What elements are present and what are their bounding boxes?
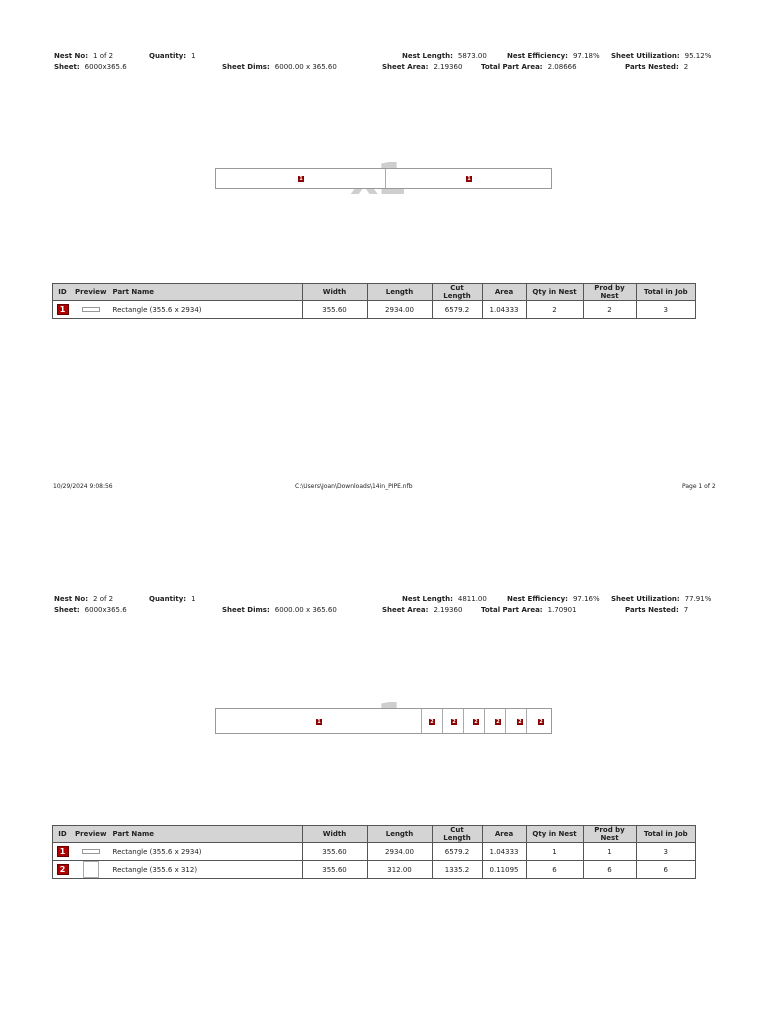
col-area: Area — [482, 284, 526, 301]
part-marker: 2 — [452, 719, 456, 725]
col-width: Width — [302, 284, 367, 301]
sheet-area: Sheet Area: 2.19360 — [382, 606, 463, 614]
part-prod-by-nest: 2 — [583, 301, 636, 319]
part-cut-length: 1335.2 — [432, 861, 482, 879]
part-cut-length: 6579.2 — [432, 843, 482, 861]
parts-table — [52, 825, 696, 879]
table-header-row — [53, 284, 696, 301]
part-divider — [463, 709, 464, 733]
col-length: Length — [367, 826, 432, 843]
nest-no: Nest No: 2 of 2 — [54, 595, 114, 603]
part-area: 1.04333 — [482, 843, 526, 861]
part-width: 355.60 — [302, 301, 367, 319]
part-prod-by-nest: 1 — [583, 843, 636, 861]
col-preview: Preview — [72, 284, 110, 301]
nest-no: Nest No: 1 of 2 — [54, 52, 114, 60]
part-id-badge: 2 — [57, 864, 69, 875]
sheet-dims: Sheet Dims: 6000.00 x 365.60 — [222, 63, 337, 71]
table-row — [53, 843, 696, 861]
part-marker: 1 — [317, 719, 321, 725]
part-divider — [505, 709, 506, 733]
parts-nested: Parts Nested: 7 — [625, 606, 689, 614]
sheet: Sheet: 6000x365.6 — [54, 606, 127, 614]
part-divider — [484, 709, 485, 733]
part-width: 355.60 — [302, 843, 367, 861]
nest-efficiency: Nest Efficiency: 97.18% — [507, 52, 600, 60]
part-marker: 1 — [299, 176, 303, 182]
col-id: ID — [53, 284, 73, 301]
part-divider — [385, 169, 386, 188]
part-qty-in-nest: 6 — [526, 861, 583, 879]
col-preview: Preview — [72, 826, 110, 843]
col-total-in-job: Total in Job — [636, 826, 695, 843]
quantity: Quantity: 1 — [149, 595, 196, 603]
nest-length: Nest Length: 5873.00 — [402, 52, 487, 60]
footer-page-number: Page 1 of 2 — [682, 483, 716, 490]
part-preview-thumbnail — [82, 307, 100, 312]
col-cut-length: Cut Length — [432, 826, 482, 843]
part-divider — [442, 709, 443, 733]
col-width: Width — [302, 826, 367, 843]
col-id: ID — [53, 826, 73, 843]
part-marker: 2 — [496, 719, 500, 725]
part-length: 312.00 — [367, 861, 432, 879]
nest-efficiency: Nest Efficiency: 97.16% — [507, 595, 600, 603]
col-length: Length — [367, 284, 432, 301]
col-part-name: Part Name — [110, 284, 303, 301]
total-part-area: Total Part Area: 2.08666 — [481, 63, 577, 71]
sheet: Sheet: 6000x365.6 — [54, 63, 127, 71]
table-header-row — [53, 826, 696, 843]
part-id-badge: 1 — [57, 846, 69, 857]
sheet-area: Sheet Area: 2.19360 — [382, 63, 463, 71]
table-row — [53, 861, 696, 879]
part-length: 2934.00 — [367, 301, 432, 319]
part-name: Rectangle (355.6 x 2934) — [110, 843, 303, 861]
col-qty-in-nest: Qty in Nest — [526, 826, 583, 843]
part-marker: 2 — [539, 719, 543, 725]
nest-length: Nest Length: 4811.00 — [402, 595, 487, 603]
part-marker: 2 — [474, 719, 478, 725]
nest-sheet-layout — [215, 708, 552, 734]
table-row — [53, 301, 696, 319]
quantity: Quantity: 1 — [149, 52, 196, 60]
part-marker: 1 — [467, 176, 471, 182]
footer-file-path: C:\Users\Joan\Downloads\14in_PIPE.nfb — [295, 483, 413, 490]
parts-table — [52, 283, 696, 319]
col-prod-by-nest: Prod by Nest — [583, 284, 636, 301]
footer-date: 10/29/2024 9:08:56 — [53, 483, 113, 490]
col-total-in-job: Total in Job — [636, 284, 695, 301]
part-divider — [421, 709, 422, 733]
part-total-in-job: 3 — [636, 843, 695, 861]
part-id-badge: 1 — [57, 304, 69, 315]
part-marker: 2 — [430, 719, 434, 725]
col-area: Area — [482, 826, 526, 843]
part-width: 355.60 — [302, 861, 367, 879]
part-qty-in-nest: 1 — [526, 843, 583, 861]
part-area: 1.04333 — [482, 301, 526, 319]
part-total-in-job: 6 — [636, 861, 695, 879]
sheet-utilization: Sheet Utilization: 95.12% — [611, 52, 712, 60]
nest-sheet-layout — [215, 168, 552, 189]
part-marker: 2 — [518, 719, 522, 725]
sheet-dims: Sheet Dims: 6000.00 x 365.60 — [222, 606, 337, 614]
col-cut-length: Cut Length — [432, 284, 482, 301]
part-total-in-job: 3 — [636, 301, 695, 319]
part-length: 2934.00 — [367, 843, 432, 861]
sheet-utilization: Sheet Utilization: 77.91% — [611, 595, 712, 603]
part-preview-thumbnail — [83, 861, 99, 878]
part-name: Rectangle (355.6 x 2934) — [110, 301, 303, 319]
col-part-name: Part Name — [110, 826, 303, 843]
part-divider — [526, 709, 527, 733]
col-prod-by-nest: Prod by Nest — [583, 826, 636, 843]
part-preview-thumbnail — [82, 849, 100, 854]
parts-nested: Parts Nested: 2 — [625, 63, 689, 71]
part-name: Rectangle (355.6 x 312) — [110, 861, 303, 879]
col-qty-in-nest: Qty in Nest — [526, 284, 583, 301]
part-prod-by-nest: 6 — [583, 861, 636, 879]
total-part-area: Total Part Area: 1.70901 — [481, 606, 577, 614]
part-area: 0.11095 — [482, 861, 526, 879]
part-qty-in-nest: 2 — [526, 301, 583, 319]
part-cut-length: 6579.2 — [432, 301, 482, 319]
